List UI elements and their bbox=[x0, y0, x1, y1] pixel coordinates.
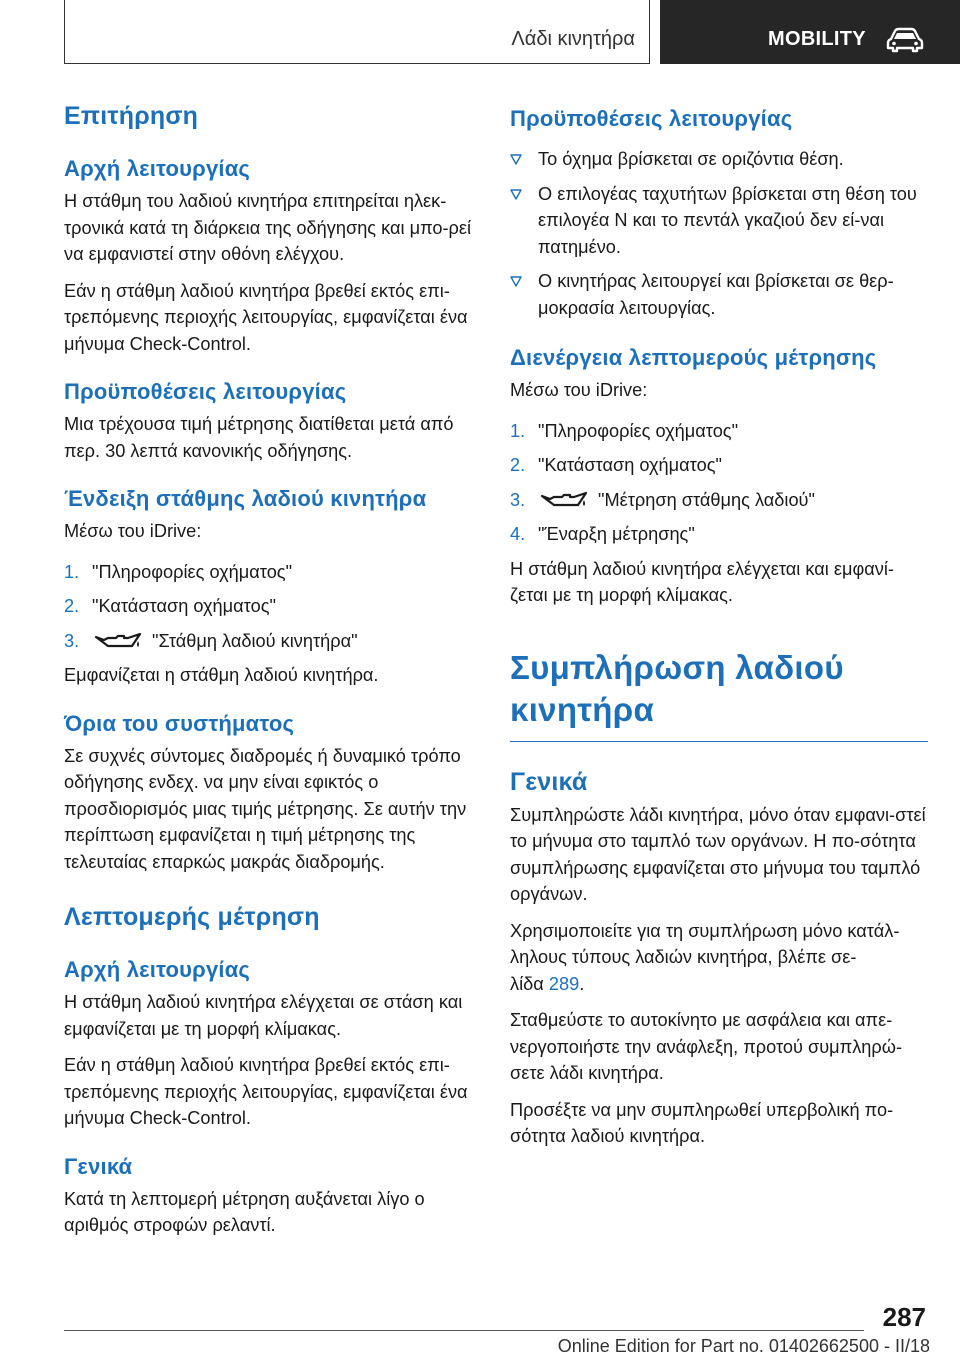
page-number: 287 bbox=[882, 1302, 926, 1332]
step-number: 3. bbox=[64, 630, 80, 651]
page-reference-link[interactable]: 289 bbox=[548, 973, 580, 994]
oil-can-icon bbox=[94, 632, 142, 652]
heading-refill-engine-oil: Συμπλήρωση λαδιού κινητήρα bbox=[510, 648, 844, 728]
heading-detailed-measurement: Λεπτομερής μέτρηση bbox=[64, 903, 320, 931]
heading-principle: Αρχή λειτουργίας bbox=[64, 957, 251, 982]
step-text: "Έναρξη μέτρησης" bbox=[538, 524, 695, 544]
list-item bbox=[64, 559, 484, 586]
paragraph: Εάν η στάθμη λαδιού κινητήρα βρεθεί εκτός επι-τρεπόμενης περιοχής λειτουργίας, εμφανίζεται ένα μήνυμα Check-Control. bbox=[64, 1055, 468, 1128]
paragraph: Η στάθμη λαδιού κινητήρα ελέγχεται και εμφανί-ζεται με τη μορφή κλίμακας. bbox=[510, 558, 894, 605]
list-item bbox=[510, 452, 930, 479]
step-text: "Στάθμη λαδιού κινητήρα" bbox=[152, 630, 358, 651]
section-tab-label: MOBILITY bbox=[768, 28, 866, 50]
list-item bbox=[64, 593, 484, 620]
car-icon bbox=[886, 27, 924, 53]
heading-perform-measurement: Διενέργεια λεπτομερούς μέτρησης bbox=[510, 345, 877, 370]
heading-requirements: Προϋποθέσεις λειτουργίας bbox=[64, 379, 347, 404]
edition-note: Online Edition for Part no. 01402662500 - II/18 bbox=[557, 1336, 930, 1356]
step-text: "Κατάσταση οχήματος" bbox=[92, 596, 276, 616]
step-text: "Πληροφορίες οχήματος" bbox=[92, 561, 293, 582]
triangle-bullet-icon bbox=[510, 276, 522, 287]
step-number: 1. bbox=[510, 420, 526, 441]
paragraph: Προσέξτε να μην συμπληρωθεί υπερβολική πο-σότητα λαδιού κινητήρα. bbox=[510, 1099, 894, 1146]
paragraph: Σταθμεύστε το αυτοκίνητο με ασφάλεια και απε-νεργοποιήστε την ανάφλεξη, προτού συμπληρώ-σετε λάδι κινητήρα. bbox=[510, 1010, 903, 1083]
step-text: "Πληροφορίες οχήματος" bbox=[538, 420, 739, 441]
heading-principle: Αρχή λειτουργίας bbox=[64, 156, 251, 181]
page-header bbox=[64, 0, 960, 64]
step-number: 2. bbox=[64, 596, 80, 616]
requirement-text: Το όχημα βρίσκεται σε οριζόντια θέση. bbox=[538, 149, 844, 169]
paragraph: Μια τρέχουσα τιμή μέτρησης διατίθεται μετά από περ. 30 λεπτά κανονικής οδήγησης. bbox=[64, 414, 454, 461]
step-number: 1. bbox=[64, 561, 80, 582]
heading-requirements: Προϋποθέσεις λειτουργίας bbox=[510, 106, 793, 131]
paragraph: Κατά τη λεπτομερή μέτρηση αυξάνεται λίγο ο αριθμός στροφών ρελαντί. bbox=[64, 1188, 425, 1235]
list-item bbox=[510, 146, 930, 173]
paragraph-text-end: . bbox=[579, 973, 585, 994]
list-item bbox=[510, 521, 930, 548]
step-text: "Κατάσταση οχήματος" bbox=[538, 455, 722, 475]
paragraph-text: Χρησιμοποιείτε για τη συμπλήρωση μόνο κατάλ-ληλους τύπους λαδιών κινητήρα, βλέπε σε-λίδα bbox=[510, 920, 900, 994]
heading-monitoring: Επιτήρηση bbox=[64, 102, 199, 130]
paragraph: Εάν η στάθμη λαδιού κινητήρα βρεθεί εκτός επι-τρεπόμενης περιοχής λειτουργίας, εμφανίζεται ένα μήνυμα Check-Control. bbox=[64, 280, 468, 354]
list-item bbox=[510, 181, 930, 261]
step-number: 4. bbox=[510, 524, 526, 544]
step-number: 2. bbox=[510, 455, 526, 475]
paragraph: Συμπληρώστε λάδι κινητήρα, μόνο όταν εμφανι-στεί το μήνυμα στο ταμπλό των οργάνων. Η πο-σότητα συμπλήρωσης εμφανίζεται στο μήνυμα του ταμπλό οργάνων. bbox=[510, 804, 926, 904]
paragraph: Μέσω του iDrive: bbox=[510, 380, 648, 400]
chapter-title-box bbox=[64, 0, 650, 64]
heading-system-limits: Όρια του συστήματος bbox=[64, 710, 295, 736]
paragraph: Μέσω του iDrive: bbox=[64, 521, 202, 541]
heading-general: Γενικά bbox=[64, 1153, 133, 1179]
requirement-text: Ο κινητήρας λειτουργεί και βρίσκεται σε θερ-μοκρασία λειτουργίας. bbox=[538, 271, 894, 318]
list-item bbox=[510, 487, 930, 514]
paragraph: Σε συχνές σύντομες διαδρομές ή δυναμικό τρόπο οδήγησης ενδεχ. να μην είναι εφικτός ο προσδιορισμός μιας τιμής μέτρησης. Σε αυτήν την περίπτωση εμφανίζεται η τιμή μέτρησης της τελευταίας επαρκώς μακράς διαδρομής. bbox=[64, 745, 467, 872]
section-tab-mobility[interactable] bbox=[660, 0, 960, 64]
heading-general: Γενικά bbox=[510, 767, 588, 796]
step-text: "Μέτρηση στάθμης λαδιού" bbox=[598, 489, 815, 510]
requirement-text: Ο επιλογέας ταχυτήτων βρίσκεται στη θέση του επιλογέα N και το πεντάλ γκαζιού δεν εί-ναι πατημένο. bbox=[538, 183, 917, 257]
list-item bbox=[510, 268, 930, 321]
step-number: 3. bbox=[510, 489, 526, 510]
left-column bbox=[64, 100, 484, 1239]
triangle-bullet-icon bbox=[510, 189, 522, 200]
oil-can-icon bbox=[540, 491, 588, 511]
steps-list bbox=[64, 559, 484, 655]
triangle-bullet-icon bbox=[510, 154, 522, 165]
right-column bbox=[510, 100, 930, 1150]
heading-oil-level-display: Ένδειξη στάθμης λαδιού κινητήρα bbox=[64, 486, 427, 511]
paragraph: Η στάθμη λαδιού κινητήρα ελέγχεται σε στάση και εμφανίζεται με τη μορφή κλίμακας. bbox=[64, 992, 463, 1039]
steps-list bbox=[510, 418, 930, 548]
list-item bbox=[510, 418, 930, 445]
footer-divider bbox=[64, 1330, 864, 1331]
requirements-list bbox=[510, 146, 930, 321]
section-divider bbox=[510, 741, 928, 742]
paragraph: Η στάθμη του λαδιού κινητήρα επιτηρείται ηλεκ-τρονικά κατά τη διάρκεια της οδήγησης και μπο-ρεί να εμφανιστεί στην οθόνη ελέγχου. bbox=[64, 191, 472, 264]
paragraph bbox=[510, 918, 930, 998]
paragraph: Εμφανίζεται η στάθμη λαδιού κινητήρα. bbox=[64, 665, 379, 685]
list-item bbox=[64, 628, 484, 655]
chapter-title: Λάδι κινητήρα bbox=[511, 28, 635, 50]
